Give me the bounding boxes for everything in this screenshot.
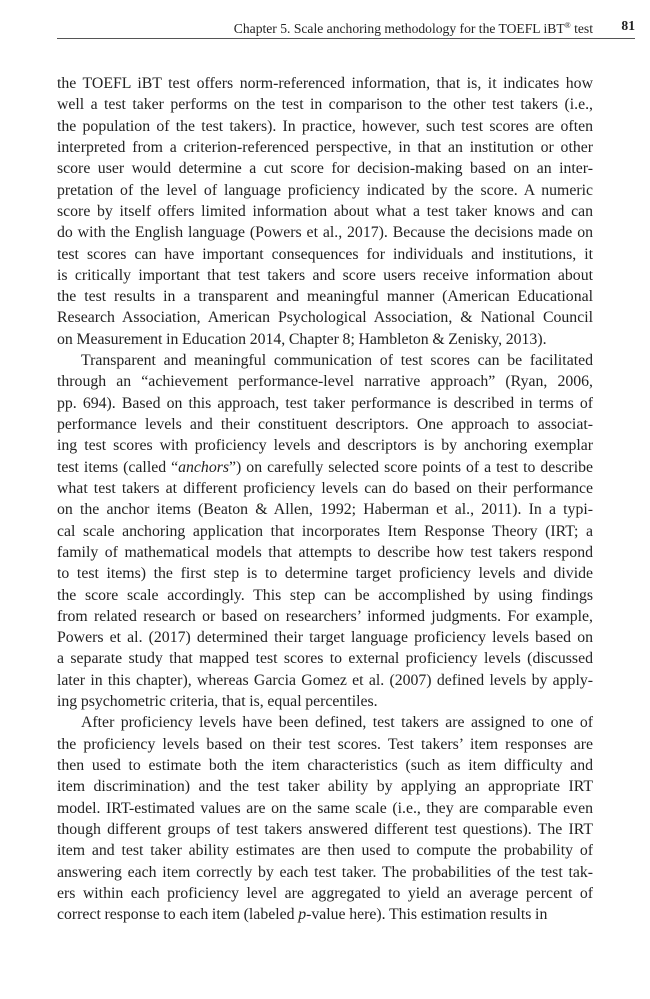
- text-line: correct response to each item (labeled p-value here). This estimation results in: [57, 906, 548, 924]
- text-line: well a test taker performs on the test in comparison to the other test takers (i.e.,: [57, 96, 593, 114]
- text-line: the population of the test takers). In practice, however, such test scores are often: [57, 117, 593, 135]
- text-line: through an “achievement performance-level narrative approach” (Ryan, 2006,: [57, 373, 593, 391]
- text-line: to test items) the first step is to determine target proficiency levels and divide: [57, 565, 593, 583]
- text-line: performance levels and their constituent descriptors. One approach to associat-: [57, 416, 593, 433]
- paragraph: [57, 350, 593, 712]
- page-number: 81: [621, 18, 635, 33]
- text-line: a separate study that mapped test scores to external proficiency levels (discussed: [57, 650, 593, 668]
- text-line: on the anchor items (Beaton & Allen, 1992; Haberman et al., 2011). In a typi-: [57, 501, 593, 519]
- text-line: score by itself offers limited information about what a test taker knows and can: [57, 202, 593, 220]
- text-line: the score scale accordingly. This step can be accomplished by using findings: [57, 586, 593, 604]
- text-line: cal scale anchoring application that incorporates Item Response Theory (IRT; a: [57, 522, 593, 540]
- text-line: the TOEFL iBT test offers norm-referenced information, that is, it indicates how: [57, 75, 593, 92]
- text-line: though different groups of test takers answered different test questions). The IRT: [57, 820, 593, 838]
- text-line: family of mathematical models that attempts to describe how test takers respond: [57, 543, 593, 561]
- text-line: Research Association, American Psychological Association, & National Council: [57, 309, 593, 327]
- paragraph: [57, 73, 593, 350]
- text-line: on Measurement in Education 2014, Chapter 8; Hambleton & Zenisky, 2013).: [57, 330, 547, 348]
- text-line: After proficiency levels have been defined, test takers are assigned to one of: [81, 714, 593, 732]
- text-line: item and test taker ability estimates are then used to compute the probability of: [57, 842, 593, 860]
- text-line: ing psychometric criteria, that is, equal percentiles.: [57, 693, 378, 711]
- text-line: the proficiency levels based on their test scores. Test takers’ item responses are: [57, 735, 593, 753]
- text-line: model. IRT-estimated values are on the same scale (i.e., they are comparable even: [57, 799, 593, 817]
- chapter-title: Chapter 5. Scale anchoring methodology for the TOEFL iBT® test: [233, 21, 593, 36]
- body-text: [57, 73, 593, 926]
- text-line: ers within each proficiency level are aggregated to yield an average percent of: [57, 884, 593, 902]
- text-line: test items (called “anchors”) on carefully selected score points of a test to describe: [57, 458, 593, 476]
- text-line: the test results in a transparent and meaningful manner (American Educational: [57, 288, 593, 306]
- text-line: score user would determine a cut score for decision-making based on an inter-: [57, 160, 593, 178]
- text-line: Transparent and meaningful communication of test scores can be facilitated: [81, 352, 593, 370]
- text-line: ing test scores with proficiency levels and descriptors is by anchoring exemplar: [57, 437, 593, 455]
- text-line: is critically important that test takers and score users receive information about: [57, 266, 593, 284]
- text-line: do with the English language (Powers et al., 2017). Because the decisions made on: [57, 224, 593, 242]
- running-header: [57, 16, 635, 39]
- text-line: pretation of the level of language proficiency indicated by the score. A numeric: [57, 181, 593, 199]
- text-line: test scores can have important consequences for individuals and institutions, it: [57, 245, 593, 263]
- text-line: later in this chapter), whereas Garcia Gomez et al. (2007) defined levels by apply-: [57, 671, 593, 689]
- text-line: from related research or based on researchers’ informed judgments. For example,: [57, 607, 593, 625]
- paragraph: [57, 712, 593, 925]
- text-line: interpreted from a criterion-referenced perspective, in that an institution or other: [57, 138, 593, 156]
- text-line: what test takers at different proficiency levels can do based on their performance: [57, 479, 593, 497]
- text-line: Powers et al. (2017) determined their target language proficiency levels based on: [57, 629, 593, 647]
- text-line: item discrimination) and the test taker ability by applying an appropriate IRT: [57, 778, 593, 796]
- text-line: pp. 694). Based on this approach, test taker performance is described in terms of: [57, 394, 593, 412]
- text-line: then used to estimate both the item characteristics (such as item difficulty and: [57, 757, 593, 774]
- text-line: answering each item correctly by each test taker. The probabilities of the test tak-: [57, 863, 593, 881]
